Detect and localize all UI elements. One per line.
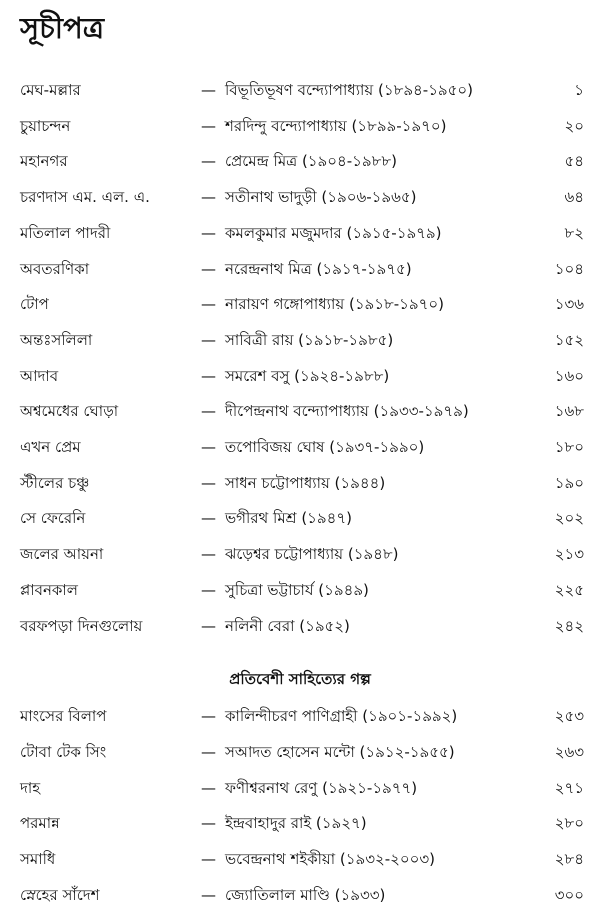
story-title: জলের আয়না [20, 545, 104, 564]
toc-entry [0, 220, 600, 246]
story-title: মতিলাল পাদরী [20, 223, 111, 242]
story-title: দাহ [20, 778, 41, 797]
author-name: ভবেন্দ্রনাথ শইকীয়া (১৯৩২-২০০৩) [225, 850, 435, 869]
page-number: ৮২ [564, 223, 584, 242]
toc-entry [0, 541, 600, 567]
author-name: ফণীশ্বরনাথ রেণু (১৯২১-১৯৭৭) [225, 778, 418, 797]
story-title: সে ফেরেনি [20, 509, 86, 528]
story-title: চুয়াচন্দন [20, 116, 71, 135]
toc-entry [0, 846, 600, 872]
em-dash: — [201, 152, 216, 171]
em-dash: — [201, 116, 216, 135]
page-number: ৬৪ [564, 188, 584, 207]
em-dash: — [201, 545, 216, 564]
author-name: ইন্দ্রবাহাদুর রাই (১৯২৭) [225, 814, 367, 833]
em-dash: — [201, 81, 216, 99]
page-number: ২৭১ [554, 778, 584, 797]
author-name: শরদিন্দু বন্দ্যোপাধ্যায় (১৮৯৯-১৯৭০) [225, 116, 447, 135]
toc-entry [0, 148, 600, 174]
story-title: চরণদাস এম. এল. এ. [20, 188, 150, 207]
toc-entry [0, 577, 600, 603]
page-number: ১৫২ [554, 330, 584, 349]
page-number: ৩০০ [554, 886, 584, 904]
toc-entry [0, 613, 600, 639]
story-title: আদাব [20, 366, 59, 385]
toc-entry [0, 291, 600, 317]
toc-entry [0, 327, 600, 353]
page-number: ১৯০ [554, 473, 584, 492]
author-name: নরেন্দ্রনাথ মিত্র (১৯১৭-১৯৭৫) [225, 259, 412, 278]
page-number: ২০ [564, 116, 584, 135]
toc-entry [0, 184, 600, 210]
author-name: সুচিত্রা ভট্টাচার্য (১৯৪৯) [225, 580, 369, 599]
page-number: ৫৪ [564, 152, 584, 171]
em-dash: — [201, 850, 216, 869]
em-dash: — [201, 509, 216, 528]
author-name: সতীনাথ ভাদুড়ী (১৯০৬-১৯৬৫) [225, 188, 417, 207]
page-number: ২১৩ [554, 545, 584, 564]
author-name: ভগীরথ মিশ্র (১৯৪৭) [225, 509, 352, 528]
story-title: মেঘ-মল্লার [20, 81, 81, 99]
story-title: বরফপড়া দিনগুলোয় [20, 616, 143, 635]
page-title: সূচীপত্র [20, 11, 105, 45]
author-name: প্রেমেন্দ্র মিত্র (১৯০৪-১৯৮৮) [225, 152, 397, 171]
toc-entry [0, 739, 600, 765]
em-dash: — [201, 707, 216, 725]
page-number: ২২৫ [554, 580, 584, 599]
em-dash: — [201, 580, 216, 599]
story-title: মহানগর [20, 152, 68, 171]
toc-entry [0, 113, 600, 139]
em-dash: — [201, 259, 216, 278]
story-title: অবতরণিকা [20, 259, 90, 278]
toc-entry [0, 882, 600, 908]
page-number: ২৮০ [554, 814, 584, 833]
story-title: টোপ [20, 295, 49, 314]
story-title: অন্তঃসলিলা [20, 330, 93, 349]
author-name: তপোবিজয় ঘোষ (১৯৩৭-১৯৯০) [225, 438, 425, 456]
page-number: ১০৪ [554, 259, 584, 278]
author-name: নারায়ণ গঙ্গোপাধ্যায় (১৯১৮-১৯৭০) [225, 295, 444, 314]
em-dash: — [201, 886, 216, 904]
author-name: সাধন চট্টোপাধ্যায় (১৯৪৪) [225, 473, 386, 492]
author-name: বিভূতিভূষণ বন্দ্যোপাধ্যায় (১৮৯৪-১৯৫০) [225, 81, 474, 99]
author-name: জ্যোতিলাল মাণ্ডি (১৯৩৩) [225, 886, 386, 904]
page-number: ১৩৬ [554, 295, 584, 314]
em-dash: — [201, 188, 216, 207]
toc-entry [0, 703, 600, 729]
toc-entry [0, 775, 600, 801]
toc-entry [0, 434, 600, 460]
toc-entry [0, 363, 600, 389]
em-dash: — [201, 330, 216, 349]
page-number: ১৬০ [554, 366, 584, 385]
em-dash: — [201, 366, 216, 385]
story-title: সমাধি [20, 850, 56, 869]
page-number: ২০২ [554, 509, 584, 528]
story-title: এখন প্রেম [20, 438, 81, 456]
author-name: কমলকুমার মজুমদার (১৯১৫-১৯৭৯) [225, 223, 442, 242]
em-dash: — [201, 778, 216, 797]
em-dash: — [201, 473, 216, 492]
author-name: সাবিত্রী রায় (১৯১৮-১৯৮৫) [225, 330, 394, 349]
story-title: টোবা টেক সিং [20, 742, 107, 761]
story-title: মাংসের বিলাপ [20, 707, 107, 725]
author-name: নলিনী বেরা (১৯৫২) [225, 616, 350, 635]
author-name: দীপেন্দ্রনাথ বন্দ্যোপাধ্যায় (১৯৩৩-১৯৭৯) [225, 402, 469, 421]
page-number: ২৮৪ [554, 850, 584, 869]
page-number: ১৮০ [554, 438, 584, 456]
toc-entry [0, 505, 600, 531]
em-dash: — [201, 616, 216, 635]
em-dash: — [201, 742, 216, 761]
em-dash: — [201, 402, 216, 421]
section-heading: প্রতিবেশী সাহিত্যের গল্প [229, 670, 371, 688]
story-title: অশ্বমেধের ঘোড়া [20, 402, 119, 421]
page-number: ১৬৮ [554, 402, 584, 421]
story-title: স্নেহের সাঁদেশ [20, 886, 100, 904]
toc-entry [0, 470, 600, 496]
author-name: কালিন্দীচরণ পাণিগ্রাহী (১৯০১-১৯৯২) [225, 707, 458, 725]
em-dash: — [201, 295, 216, 314]
em-dash: — [201, 814, 216, 833]
toc-entry [0, 810, 600, 836]
author-name: সআদত হোসেন মন্টো (১৯১২-১৯৫৫) [225, 742, 455, 761]
page-number: ১ [574, 81, 584, 99]
toc-entry [0, 77, 600, 103]
page-number: ২৪২ [554, 616, 584, 635]
toc-entry [0, 398, 600, 424]
story-title: পরমান্ন [20, 814, 60, 833]
page-number: ২৬৩ [554, 742, 584, 761]
page-number: ২৫৩ [554, 707, 584, 725]
author-name: ঝড়েশ্বর চট্টোপাধ্যায় (১৯৪৮) [225, 545, 399, 564]
story-title: স্টীলের চঞ্চু [20, 473, 90, 492]
em-dash: — [201, 438, 216, 456]
em-dash: — [201, 223, 216, 242]
author-name: সমরেশ বসু (১৯২৪-১৯৮৮) [225, 366, 390, 385]
story-title: প্লাবনকাল [20, 580, 78, 599]
toc-entry [0, 256, 600, 282]
